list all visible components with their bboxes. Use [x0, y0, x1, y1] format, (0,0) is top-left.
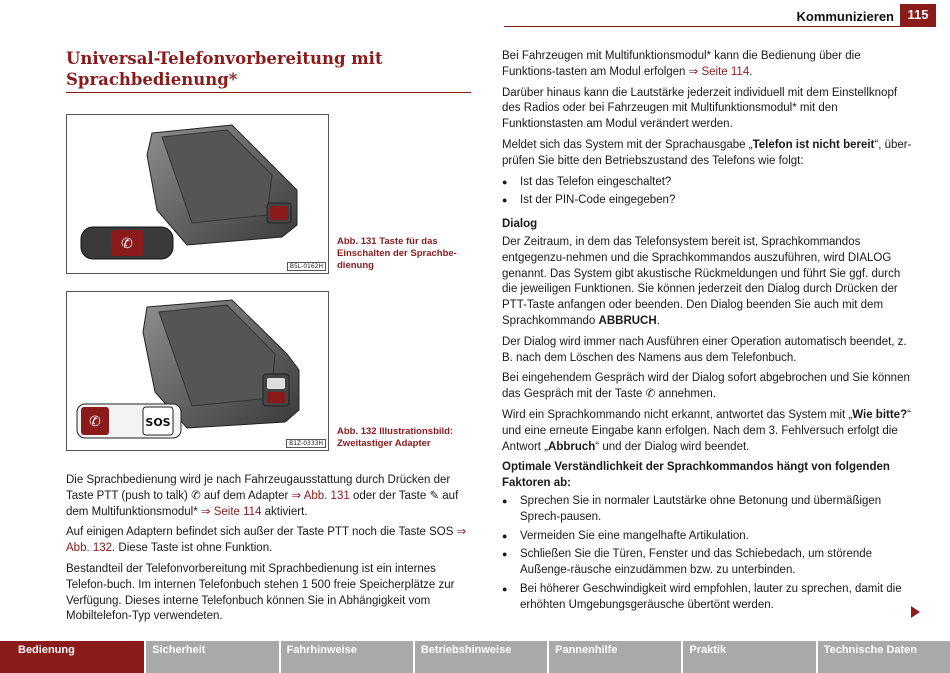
- text: auf dem Multifunktionsmodul*: [66, 489, 459, 518]
- text: oder der Taste: [349, 489, 430, 502]
- page-link[interactable]: ⇒ Seite 114: [688, 65, 750, 78]
- figure-caption: Abb. 132 Illustrationsbild: Zweitastiger Adapter: [337, 426, 454, 449]
- figure-132: [66, 291, 329, 451]
- figure-code: B5L-0162H: [287, 262, 326, 271]
- voice-key-icon: ✎: [429, 489, 440, 502]
- text: auf dem Adapter: [200, 489, 292, 502]
- adapter-illustration: [67, 115, 328, 273]
- text: Bei Fahrzeugen mit Multifunktionsmodul* kann die Bedienung über die Funktions-tasten am Modul erfolgen: [502, 50, 861, 78]
- header-rule: [504, 26, 936, 27]
- bold-text: Telefon ist nicht bereit: [752, 138, 875, 151]
- figure-131: [66, 114, 329, 274]
- page-link[interactable]: ⇒ Seite 114: [200, 505, 262, 518]
- sos-label: SOS: [145, 416, 171, 429]
- text: Wird ein Sprachkommando nicht erkannt, antwortet das System mit „: [502, 408, 853, 421]
- bold-text: Wie bitte?: [852, 408, 908, 421]
- two-key-adapter-illustration: [67, 292, 328, 450]
- text: .: [749, 65, 753, 78]
- section-title: Kommunizieren: [796, 9, 894, 24]
- text: “ und der Dialog wird beendet.: [595, 440, 750, 453]
- nav-tab-technische-daten[interactable]: Technische Daten: [818, 641, 950, 673]
- paragraph: [502, 138, 912, 170]
- nav-tab-sicherheit[interactable]: Sicherheit: [146, 641, 280, 673]
- list-item: ● Sprechen Sie in normaler Lautstärke ohne Betonung und übermäßigen Sprech-pausen.: [502, 494, 912, 526]
- page-number: 115: [900, 4, 936, 26]
- list-item: ● Bei höherer Geschwindigkeit wird empfohlen, lauter zu sprechen, damit die erhöhten Umgebungsgeräusche übertönt werden.: [502, 582, 912, 614]
- left-column: [66, 473, 476, 630]
- paragraph: [502, 49, 912, 81]
- phone-voice-icon: ✆: [89, 414, 101, 430]
- text: “ und eine erneute Eingabe kann erfolgen. Nach dem 3. Fehlversuch erfolgt die Antwort „: [502, 408, 911, 453]
- page-title: Universal-Telefonvorbereitung mit Sprachbedienung*: [66, 49, 383, 89]
- bold-text: Abbruch: [548, 440, 596, 453]
- bold-text: ABBRUCH: [598, 314, 657, 327]
- paragraph: [502, 235, 912, 330]
- phone-icon: ✆: [645, 388, 656, 401]
- nav-tab-betriebshinweise[interactable]: Betriebshinweise: [415, 641, 549, 673]
- text: . Diese Taste ist ohne Funktion.: [112, 542, 273, 555]
- figure-caption: Abb. 131 Taste für das Einschalten der Sprachbe-dienung: [337, 236, 457, 271]
- nav-tab-bedienung[interactable]: Bedienung: [0, 641, 146, 673]
- text: Bei eingehendem Gespräch wird der Dialog sofort abgebrochen und Sie können das Gespräch mit der Taste: [502, 372, 910, 401]
- figure-code: B1Z-0333H: [286, 439, 326, 448]
- figure-link[interactable]: ⇒ Abb. 132: [66, 526, 467, 555]
- text: Meldet sich das System mit der Sprachausgabe „: [502, 138, 753, 151]
- nav-tab-fahrhinweise[interactable]: Fahrhinweise: [281, 641, 415, 673]
- list-item: ● Schließen Sie die Türen, Fenster und das Schiebedach, um störende Außenge-räusche einzudämmen bzw. zu unterbinden.: [502, 547, 912, 579]
- nav-tab-praktik[interactable]: Praktik: [683, 641, 817, 673]
- paragraph: [66, 473, 476, 520]
- title-rule: [66, 92, 471, 93]
- text: Die Sprachbedienung wird je nach Fahrzeugausstattung durch Drücken der Taste PTT (push to talk): [66, 474, 451, 502]
- phone-voice-icon: ✆: [121, 236, 133, 252]
- paragraph: Bestandteil der Telefonvorbereitung mit Sprachbedienung ist ein internes Telefon-buch. Im internen Telefonbuch stehen 1 500 freie Speicherplätze zur Verfügung. Dieses interne Telefonbuch können Sie in Abhängigkeit vom Mobiltelefon-Typ verwendeten.: [66, 562, 455, 623]
- text: aktiviert.: [261, 505, 308, 518]
- paragraph: Darüber hinaus kann die Lautstärke jederzeit individuell mit dem Einstellknopf des Radios oder bei Fahrzeugen mit Multifunktionsmodul* mit den Funktionstasten am Modul verändert werden.: [502, 86, 898, 131]
- paragraph: Der Dialog wird immer nach Ausführen einer Operation automatisch beendet, z. B. nach dem Löschen des Namens aus dem Telefonbuch.: [502, 335, 907, 364]
- list-item: ● Ist der PIN-Code eingegeben?: [502, 193, 912, 209]
- subheading: Optimale Verständlichkeit der Sprachkommandos hängt von folgenden Faktoren ab:: [502, 461, 890, 490]
- ptt-button-small: [270, 206, 288, 220]
- text: “, über-prüfen Sie bitte den Betriebszustand des Telefons wie folgt:: [502, 138, 912, 167]
- nav-tab-pannenhilfe[interactable]: Pannenhilfe: [549, 641, 683, 673]
- chapter-nav: [0, 641, 950, 673]
- paragraph: [502, 371, 912, 403]
- paragraph: [66, 525, 476, 557]
- text: Der Zeitraum, in dem das Telefonsystem bereit ist, Sprachkommandos entgegenzu-nehmen und die Sprachkommandos auszuführen, wird DIALOG genannt. Das System gibt akustische Rückmeldungen und führt Sie ggf. durch die jeweiligen Funktionen. Sie können jederzeit den Dialog durch Drücken der PTT-Taste anfangen oder beenden. Den Dialog beenden Sie auch mit dem Sprachkommando: [502, 235, 901, 327]
- next-page-arrow-icon[interactable]: [911, 606, 920, 618]
- subheading: Dialog: [502, 218, 538, 231]
- list-item: ● Vermeiden Sie eine mangelhafte Artikulation.: [502, 529, 912, 545]
- list-item: ● Ist das Telefon eingeschaltet?: [502, 175, 912, 191]
- figure-link[interactable]: ⇒ Abb. 131: [291, 489, 350, 502]
- paragraph: [502, 408, 912, 455]
- right-column: [502, 49, 912, 617]
- text: Auf einigen Adaptern befindet sich außer der Taste PTT noch die Taste SOS: [66, 526, 457, 539]
- text: .: [656, 314, 660, 327]
- ptt-voice-icon: ✆: [191, 489, 201, 502]
- text: annehmen.: [655, 388, 716, 401]
